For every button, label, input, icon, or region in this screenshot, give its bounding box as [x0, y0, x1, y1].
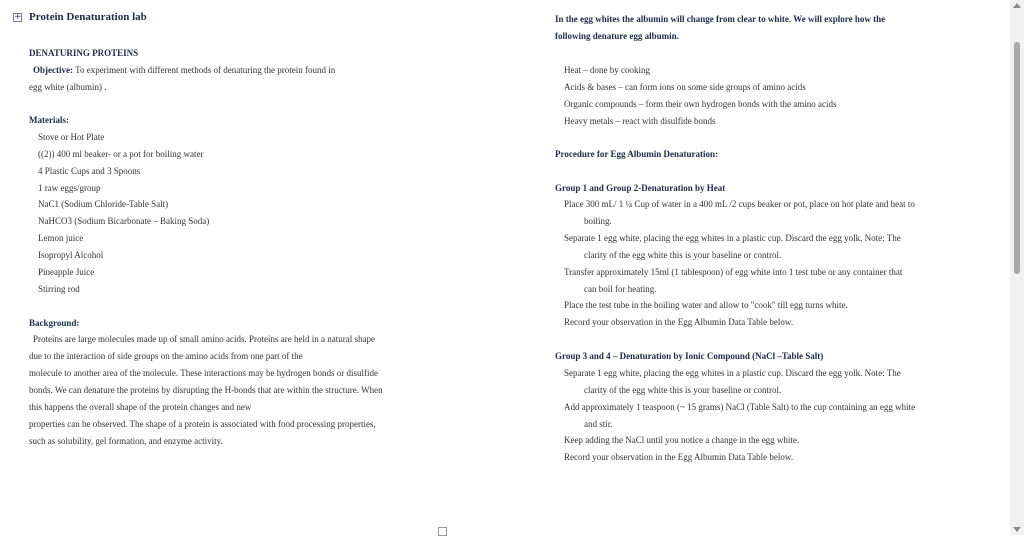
material-item: NaHCO3 (Sodium Bicarbonate – Baking Soda)	[38, 216, 210, 226]
procedure-step: Separate 1 egg white, placing the egg whites in a plastic cup. Discard the egg yolk. Note: The	[564, 368, 901, 378]
procedure-step: and stir.	[584, 419, 613, 429]
procedure-step: clarity of the egg white this is your baseline or control.	[584, 250, 782, 260]
procedure-step: Place 300 mL/ 1 ¼ Cup of water in a 400 mL /2 cups beaker or pot, place on hot plate and heat to	[564, 199, 915, 209]
background-line: such as solubility, gel formation, and enzyme activity.	[29, 436, 223, 446]
material-item: 1 raw eggs/group	[38, 183, 101, 193]
procedure-step: Record your observation in the Egg Albumin Data Table below.	[564, 452, 794, 462]
background-line: this happens the overall shape of the protein changes and new	[29, 402, 252, 412]
method-item: Heavy metals – react with disulfide bonds	[564, 116, 716, 126]
procedure-step: boiling.	[584, 216, 612, 226]
background-line: molecule to another area of the molecule. These interactions may be hydrogen bonds or disulfide	[29, 368, 378, 378]
procedure-heading: Procedure for Egg Albumin Denaturation:	[555, 149, 719, 159]
procedure-step: clarity of the egg white this is your baseline or control.	[584, 385, 782, 395]
section-heading: DENATURING PROTEINS	[29, 48, 139, 58]
procedure-step: Separate 1 egg white, placing the egg whites in a plastic cup. Discard the egg yolk. Note: The	[564, 233, 901, 243]
material-item: Stirring rod	[38, 284, 80, 294]
procedure-step: Place the test tube in the boiling water and allow to "cook" till egg turns white.	[564, 300, 848, 310]
scrollbar-thumb[interactable]	[1014, 42, 1020, 274]
scroll-down-arrow-icon[interactable]	[1013, 527, 1021, 532]
objective-label: Objective:	[33, 65, 73, 75]
intro-line: In the egg whites the albumin will change from clear to white. We will explore how the	[555, 14, 886, 24]
procedure-step: Transfer approximately 15ml (1 tablespoon) of egg white into 1 test tube or any container that	[564, 267, 903, 277]
material-item: NaC1 (Sodium Chloride-Table Salt)	[38, 199, 169, 209]
procedure-step: Record your observation in the Egg Albumin Data Table below.	[564, 317, 794, 327]
material-item: Pineapple Juice	[38, 267, 95, 277]
page-title: Protein Denaturation lab	[29, 11, 147, 23]
background-label: Background:	[29, 318, 80, 328]
objective-text-2: egg white (albumin) .	[29, 82, 107, 92]
group34-heading: Group 3 and 4 – Denaturation by Ionic Compound (NaCl –Table Salt)	[555, 351, 824, 361]
background-line: Proteins are large molecules made up of small amino acids. Proteins are held in a natural shape	[33, 334, 375, 344]
background-line: properties can be observed. The shape of a protein is associated with food processing properties,	[29, 419, 376, 429]
procedure-step: Add approximately 1 teaspoon (~ 15 grams) NaCl (Table Salt) to the cup containing an egg white	[564, 402, 916, 412]
material-item: 4 Plastic Cups and 3 Spoons	[38, 166, 141, 176]
expand-icon[interactable]: +	[14, 12, 22, 22]
procedure-step: can boil for heating.	[584, 284, 657, 294]
method-item: Organic compounds – form their own hydrogen bonds with the amino acids	[564, 99, 837, 109]
background-line: bonds. We can denature the proteins by disrupting the H-bonds that are within the structure. When	[29, 385, 383, 395]
background-line: due to the interaction of side groups on the amino acids from one part of the	[29, 351, 303, 361]
scroll-up-arrow-icon[interactable]	[1013, 3, 1021, 8]
material-item: ((2)) 400 ml beaker- or a pot for boiling water	[38, 149, 204, 159]
objective-text: To experiment with different methods of denaturing the protein found in	[75, 65, 336, 75]
intro-line: following denature egg albumin.	[555, 31, 679, 41]
material-item: Isopropyl Alcohol	[38, 250, 104, 260]
method-item: Acids & bases – can form ions on some side groups of amino acids	[564, 82, 806, 92]
material-item: Stove or Hot Plate	[38, 132, 105, 142]
procedure-step: Keep adding the NaCl until you notice a change in the egg white.	[564, 435, 800, 445]
group12-heading: Group 1 and Group 2-Denaturation by Heat	[555, 183, 726, 193]
materials-label: Materials:	[29, 115, 69, 125]
objective-line	[33, 65, 335, 75]
method-item: Heat – done by cooking	[564, 65, 650, 75]
material-item: Lemon juice	[38, 233, 84, 243]
vertical-scrollbar[interactable]	[1010, 0, 1024, 535]
